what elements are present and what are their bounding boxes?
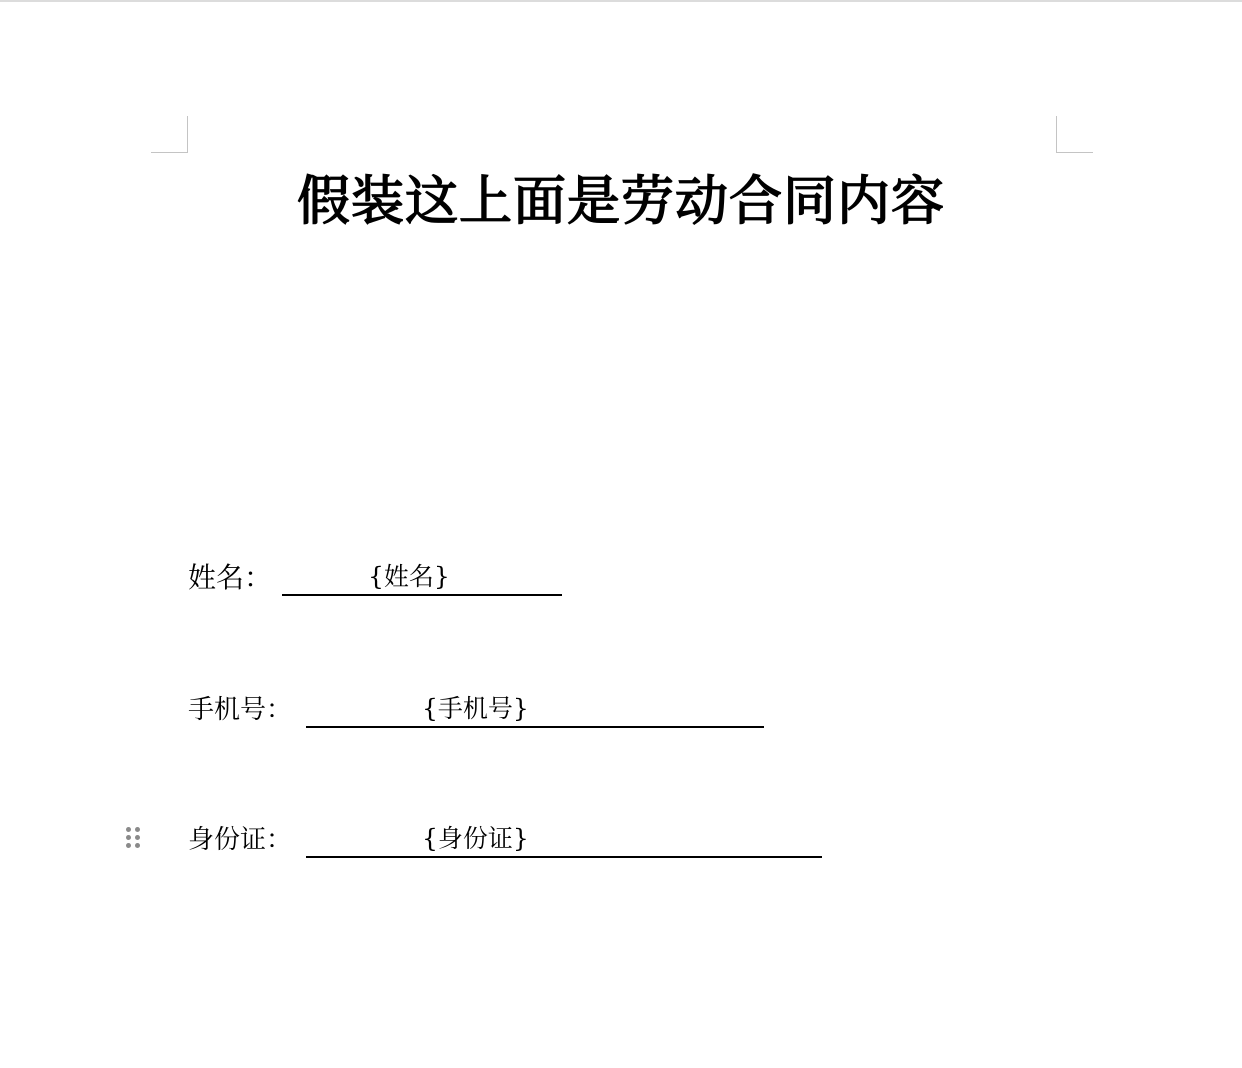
drag-handle-dot [126, 835, 131, 840]
phone-field-row [188, 688, 764, 728]
name-label: 姓名： [188, 561, 273, 594]
id-card-label: 身份证： [188, 825, 293, 855]
drag-handle-dot [126, 827, 131, 832]
drag-handle-dot [135, 835, 140, 840]
phone-placeholder[interactable]: {手机号} [422, 694, 529, 723]
name-placeholder[interactable]: {姓名} [368, 562, 450, 591]
drag-handle-dot [135, 827, 140, 832]
drag-handle-dot [126, 843, 131, 848]
margin-corner-mark-left [151, 116, 188, 153]
margin-corner-mark-right [1056, 116, 1093, 153]
id-card-field-row [188, 818, 822, 858]
phone-underline-field[interactable] [306, 690, 764, 728]
id-card-underline-field[interactable] [306, 820, 822, 858]
name-underline-field[interactable] [282, 558, 562, 596]
phone-label: 手机号： [188, 695, 293, 725]
id-card-placeholder[interactable]: {身份证} [422, 824, 529, 853]
page-top-border [0, 0, 1242, 2]
document-title[interactable]: 假装这上面是劳动合同内容 [297, 170, 945, 232]
drag-handle-dot [135, 843, 140, 848]
drag-handle-icon[interactable] [126, 827, 140, 849]
name-field-row [188, 556, 562, 596]
